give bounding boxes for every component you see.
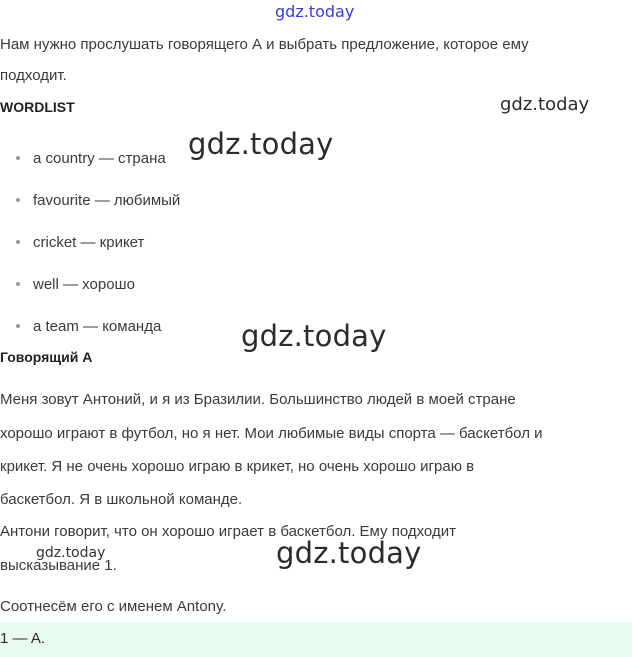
list-item <box>16 315 161 337</box>
speaker-line-2: хорошо играют в футбол, но я нет. Мои любимые виды спорта — баскетбол и <box>0 425 543 442</box>
speaker-line-4: баскетбол. Я в школьной команде. <box>0 491 243 508</box>
answer-box <box>0 622 632 657</box>
explanation-line-3: Соотнесём его с именем Antony. <box>0 598 227 615</box>
watermark-small: gdz.today <box>36 545 106 561</box>
bullet-dot-icon <box>16 156 20 160</box>
list-item-text: a team — команда <box>33 317 162 335</box>
watermark-large-2: gdz.today <box>241 319 387 353</box>
speaker-line-1: Меня зовут Антоний, и я из Бразилии. Большинство людей в моей стране <box>0 391 516 408</box>
intro-line-1: Нам нужно прослушать говорящего А и выбрать предложение, которое ему <box>0 36 529 53</box>
watermark-right: gdz.today <box>500 94 590 115</box>
bullet-dot-icon <box>16 324 20 328</box>
bullet-dot-icon <box>16 240 20 244</box>
watermark-large-3: gdz.today <box>276 536 422 570</box>
list-item-text: well — хорошо <box>33 275 135 293</box>
intro-line-2: подходит. <box>0 67 67 84</box>
bullet-dot-icon <box>16 198 20 202</box>
speaker-heading: Говорящий А <box>0 349 93 365</box>
list-item <box>16 189 180 211</box>
list-item <box>16 147 166 169</box>
bullet-dot-icon <box>16 282 20 286</box>
list-item-text: cricket — крикет <box>33 233 145 251</box>
answer-text: 1 — A. <box>0 630 46 647</box>
explanation-line-1: Антони говорит, что он хорошо играет в баскетбол. Ему подходит <box>0 523 456 540</box>
wordlist-heading: WORDLIST <box>0 99 75 115</box>
list-item-text: a country — страна <box>33 149 166 167</box>
list-item <box>16 231 144 253</box>
speaker-line-3: крикет. Я не очень хорошо играю в крикет, но очень хорошо играю в <box>0 458 475 475</box>
watermark-large-1: gdz.today <box>188 127 334 161</box>
watermark-top: gdz.today <box>275 2 355 21</box>
explanation-line-2: высказывание 1. <box>0 557 117 574</box>
list-item-text: favourite — любимый <box>33 191 181 209</box>
list-item <box>16 273 135 295</box>
